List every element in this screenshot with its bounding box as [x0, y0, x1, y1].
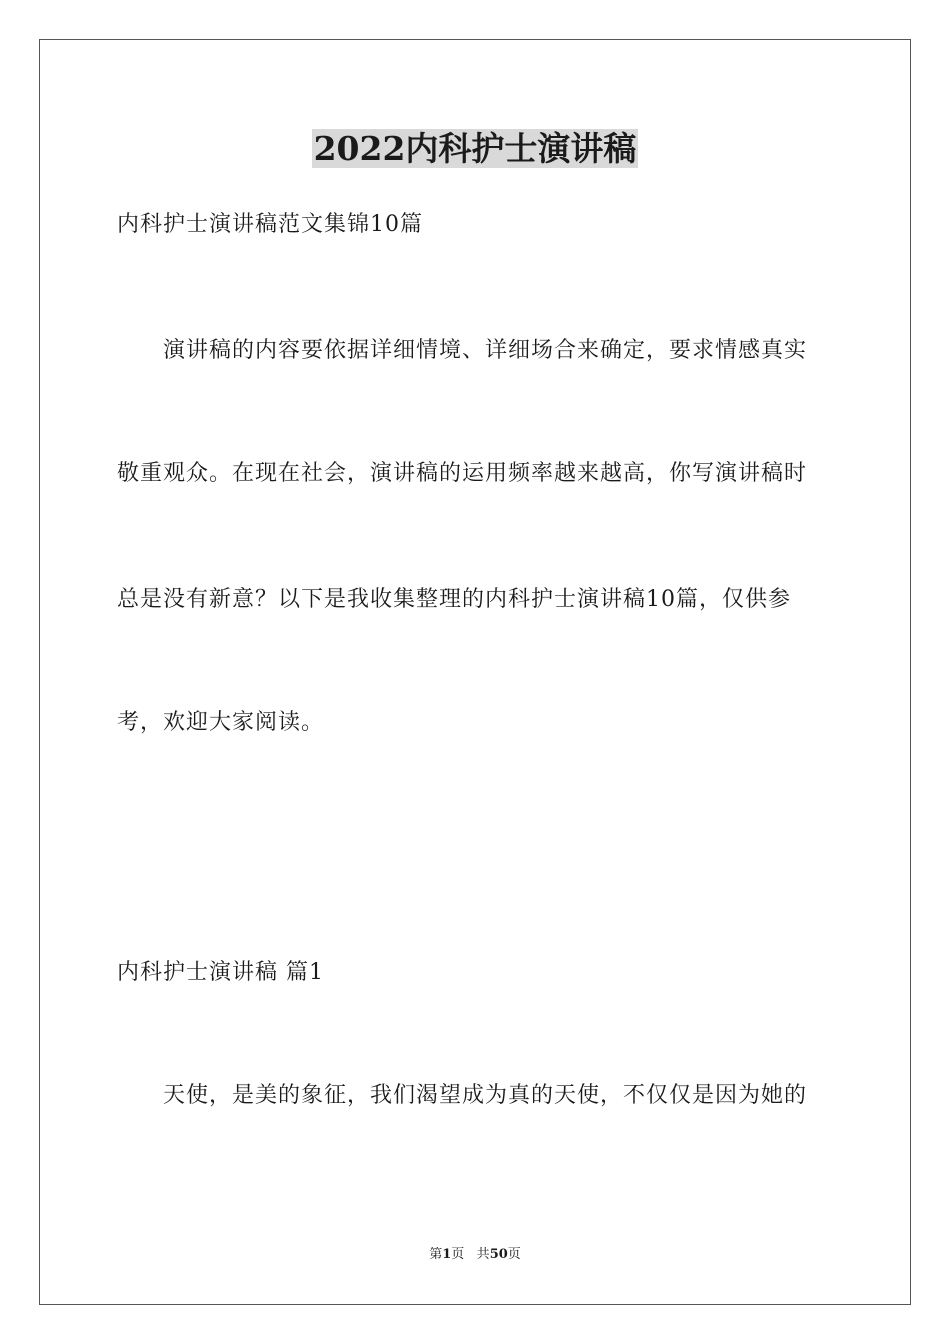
intro-line-3: 总是没有新意？以下是我收集整理的内科护士演讲稿10篇，仅供参 [117, 587, 791, 612]
section-heading: 内科护士演讲稿 篇1 [117, 960, 324, 985]
section-paragraph-line-1: 天使，是美的象征，我们渴望成为真的天使，不仅仅是因为她的 [163, 1083, 808, 1108]
footer-total-prefix: 共 [476, 1247, 490, 1262]
page-footer [0, 1246, 950, 1264]
intro-line-4: 考，欢迎大家阅读。 [117, 710, 325, 735]
document-title-text: 2022内科护士演讲稿 [313, 129, 637, 168]
footer-total-unit: 页 [507, 1247, 521, 1262]
document-title [0, 127, 950, 171]
intro-line-2: 敬重观众。在现在社会，演讲稿的运用频率越来越高，你写演讲稿时 [117, 461, 808, 486]
intro-line-1: 演讲稿的内容要依据详细情境、详细场合来确定，要求情感真实 [163, 338, 808, 363]
footer-page-unit: 页 [451, 1247, 465, 1262]
footer-total-pages: 50 [489, 1247, 508, 1262]
footer-page-prefix: 第 [429, 1247, 443, 1262]
document-subtitle: 内科护士演讲稿范文集锦10篇 [117, 212, 423, 237]
footer-page-number: 1 [442, 1247, 452, 1262]
